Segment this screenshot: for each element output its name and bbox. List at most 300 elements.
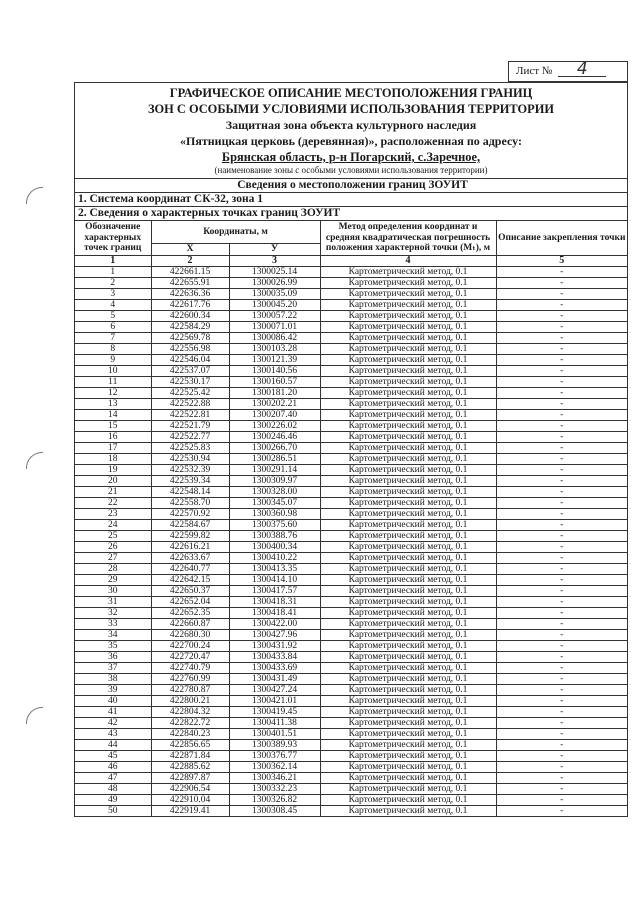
table-row — [75, 443, 627, 454]
x-coordinate-cell: 422569.78 — [151, 333, 229, 344]
y-coordinate-cell: 1300421.01 — [229, 696, 320, 707]
description-cell: - — [496, 432, 627, 443]
table-row — [75, 685, 627, 696]
method-cell: Картометрический метод, 0.1 — [320, 663, 496, 674]
y-coordinate-cell: 1300410.22 — [229, 553, 320, 564]
point-number-cell: 1 — [75, 267, 151, 278]
column-number: 5 — [496, 256, 627, 267]
x-coordinate-cell: 422650.37 — [151, 586, 229, 597]
method-cell: Картометрический метод, 0.1 — [320, 718, 496, 729]
description-cell: - — [496, 520, 627, 531]
header-coords: Координаты, м — [151, 221, 320, 244]
method-cell: Картометрический метод, 0.1 — [320, 421, 496, 432]
table-row — [75, 498, 627, 509]
table-row — [75, 465, 627, 476]
method-cell: Картометрический метод, 0.1 — [320, 300, 496, 311]
description-cell: - — [496, 674, 627, 685]
method-cell: Картометрический метод, 0.1 — [320, 542, 496, 553]
method-cell: Картометрический метод, 0.1 — [320, 487, 496, 498]
table-row — [75, 289, 627, 300]
x-coordinate-cell: 422522.81 — [151, 410, 229, 421]
method-cell: Картометрический метод, 0.1 — [320, 740, 496, 751]
point-number-cell: 21 — [75, 487, 151, 498]
table-row — [75, 575, 627, 586]
y-coordinate-cell: 1300346.21 — [229, 773, 320, 784]
description-cell: - — [496, 652, 627, 663]
scan-punch-mark — [26, 707, 43, 724]
y-coordinate-cell: 1300360.98 — [229, 509, 320, 520]
point-number-cell: 29 — [75, 575, 151, 586]
table-row — [75, 487, 627, 498]
x-coordinate-cell: 422525.83 — [151, 443, 229, 454]
method-cell: Картометрический метод, 0.1 — [320, 454, 496, 465]
point-number-cell: 35 — [75, 641, 151, 652]
y-coordinate-cell: 1300328.00 — [229, 487, 320, 498]
point-number-cell: 4 — [75, 300, 151, 311]
x-coordinate-cell: 422680.30 — [151, 630, 229, 641]
document-header — [75, 83, 627, 178]
method-cell: Картометрический метод, 0.1 — [320, 267, 496, 278]
x-coordinate-cell: 422636.36 — [151, 289, 229, 300]
x-coordinate-cell: 422570.92 — [151, 509, 229, 520]
scan-punch-mark — [26, 452, 43, 469]
method-cell: Картометрический метод, 0.1 — [320, 751, 496, 762]
point-number-cell: 33 — [75, 619, 151, 630]
point-number-cell: 38 — [75, 674, 151, 685]
y-coordinate-cell: 1300418.41 — [229, 608, 320, 619]
table-row — [75, 597, 627, 608]
table-row — [75, 729, 627, 740]
y-coordinate-cell: 1300202.21 — [229, 399, 320, 410]
y-coordinate-cell: 1300375.60 — [229, 520, 320, 531]
y-coordinate-cell: 1300266.70 — [229, 443, 320, 454]
table-row — [75, 707, 627, 718]
y-coordinate-cell: 1300431.92 — [229, 641, 320, 652]
point-number-cell: 11 — [75, 377, 151, 388]
column-number: 1 — [75, 256, 151, 267]
x-coordinate-cell: 422740.79 — [151, 663, 229, 674]
point-number-cell: 43 — [75, 729, 151, 740]
header-description: Описание закрепления точки — [496, 221, 627, 256]
method-cell: Картометрический метод, 0.1 — [320, 278, 496, 289]
description-cell: - — [496, 564, 627, 575]
description-cell: - — [496, 729, 627, 740]
table-row — [75, 773, 627, 784]
point-number-cell: 14 — [75, 410, 151, 421]
x-coordinate-cell: 422655.91 — [151, 278, 229, 289]
method-cell: Картометрический метод, 0.1 — [320, 707, 496, 718]
x-coordinate-cell: 422584.29 — [151, 322, 229, 333]
description-cell: - — [496, 322, 627, 333]
points-section-title: 2. Сведения о характерных точках границ ЗОУИТ — [75, 206, 627, 220]
method-cell: Картометрический метод, 0.1 — [320, 729, 496, 740]
method-cell: Картометрический метод, 0.1 — [320, 333, 496, 344]
x-coordinate-cell: 422871.84 — [151, 751, 229, 762]
method-cell: Картометрический метод, 0.1 — [320, 630, 496, 641]
header-method: Метод определения координат и средняя квадратическая погрешность положения характерной точки (Мₜ), м — [320, 221, 496, 256]
y-coordinate-cell: 1300291.14 — [229, 465, 320, 476]
point-number-cell: 44 — [75, 740, 151, 751]
y-coordinate-cell: 1300025.14 — [229, 267, 320, 278]
x-coordinate-cell: 422910.04 — [151, 795, 229, 806]
y-coordinate-cell: 1300308.45 — [229, 806, 320, 817]
x-coordinate-cell: 422525.42 — [151, 388, 229, 399]
description-cell: - — [496, 696, 627, 707]
y-coordinate-cell: 1300246.46 — [229, 432, 320, 443]
x-coordinate-cell: 422546.04 — [151, 355, 229, 366]
sheet-label: Лист № — [516, 65, 553, 77]
method-cell: Картометрический метод, 0.1 — [320, 509, 496, 520]
table-row — [75, 322, 627, 333]
method-cell: Картометрический метод, 0.1 — [320, 586, 496, 597]
y-coordinate-cell: 1300071.01 — [229, 322, 320, 333]
description-cell: - — [496, 784, 627, 795]
description-cell: - — [496, 762, 627, 773]
table-row — [75, 476, 627, 487]
x-coordinate-cell: 422800.21 — [151, 696, 229, 707]
description-cell: - — [496, 608, 627, 619]
description-cell: - — [496, 718, 627, 729]
x-coordinate-cell: 422660.87 — [151, 619, 229, 630]
point-number-cell: 24 — [75, 520, 151, 531]
point-number-cell: 5 — [75, 311, 151, 322]
point-number-cell: 10 — [75, 366, 151, 377]
point-number-cell: 12 — [75, 388, 151, 399]
y-coordinate-cell: 1300103.28 — [229, 344, 320, 355]
header-y: У — [229, 244, 320, 256]
method-cell: Картометрический метод, 0.1 — [320, 641, 496, 652]
description-cell: - — [496, 553, 627, 564]
method-cell: Картометрический метод, 0.1 — [320, 388, 496, 399]
point-number-cell: 22 — [75, 498, 151, 509]
x-coordinate-cell: 422556.98 — [151, 344, 229, 355]
method-cell: Картометрический метод, 0.1 — [320, 619, 496, 630]
table-row — [75, 674, 627, 685]
point-number-cell: 2 — [75, 278, 151, 289]
y-coordinate-cell: 1300286.51 — [229, 454, 320, 465]
method-cell: Картометрический метод, 0.1 — [320, 795, 496, 806]
sheet-number: 4 — [558, 63, 606, 77]
x-coordinate-cell: 422919.41 — [151, 806, 229, 817]
point-number-cell: 17 — [75, 443, 151, 454]
method-cell: Картометрический метод, 0.1 — [320, 432, 496, 443]
table-row — [75, 553, 627, 564]
method-cell: Картометрический метод, 0.1 — [320, 784, 496, 795]
description-cell: - — [496, 619, 627, 630]
table-row — [75, 300, 627, 311]
description-cell: - — [496, 344, 627, 355]
table-row — [75, 663, 627, 674]
x-coordinate-cell: 422530.17 — [151, 377, 229, 388]
table-row — [75, 586, 627, 597]
point-number-cell: 8 — [75, 344, 151, 355]
y-coordinate-cell: 1300427.96 — [229, 630, 320, 641]
point-number-cell: 23 — [75, 509, 151, 520]
point-number-cell: 18 — [75, 454, 151, 465]
header-point: Обозначение характерных точек границ — [75, 221, 151, 256]
description-cell: - — [496, 278, 627, 289]
point-number-cell: 6 — [75, 322, 151, 333]
table-row — [75, 267, 627, 278]
point-number-cell: 9 — [75, 355, 151, 366]
point-number-cell: 39 — [75, 685, 151, 696]
table-row — [75, 531, 627, 542]
point-number-cell: 7 — [75, 333, 151, 344]
description-cell: - — [496, 443, 627, 454]
method-cell: Картометрический метод, 0.1 — [320, 465, 496, 476]
y-coordinate-cell: 1300207.40 — [229, 410, 320, 421]
description-cell: - — [496, 773, 627, 784]
description-cell: - — [496, 333, 627, 344]
method-cell: Картометрический метод, 0.1 — [320, 399, 496, 410]
x-coordinate-cell: 422840.23 — [151, 729, 229, 740]
point-number-cell: 42 — [75, 718, 151, 729]
description-cell: - — [496, 487, 627, 498]
table-row — [75, 795, 627, 806]
x-coordinate-cell: 422906.54 — [151, 784, 229, 795]
description-cell: - — [496, 410, 627, 421]
point-number-cell: 46 — [75, 762, 151, 773]
description-cell: - — [496, 597, 627, 608]
x-coordinate-cell: 422885.62 — [151, 762, 229, 773]
y-coordinate-cell: 1300121.39 — [229, 355, 320, 366]
section-title: Сведения о местоположении границ ЗОУИТ — [75, 178, 627, 192]
y-coordinate-cell: 1300401.51 — [229, 729, 320, 740]
description-cell: - — [496, 685, 627, 696]
method-cell: Картометрический метод, 0.1 — [320, 564, 496, 575]
table-body — [75, 256, 627, 817]
point-number-cell: 20 — [75, 476, 151, 487]
x-coordinate-cell: 422822.72 — [151, 718, 229, 729]
x-coordinate-cell: 422617.76 — [151, 300, 229, 311]
x-coordinate-cell: 422532.39 — [151, 465, 229, 476]
table-row — [75, 542, 627, 553]
x-coordinate-cell: 422661.15 — [151, 267, 229, 278]
x-coordinate-cell: 422652.35 — [151, 608, 229, 619]
zone-line-1: Защитная зона объекта культурного наследия — [225, 118, 477, 132]
method-cell: Картометрический метод, 0.1 — [320, 597, 496, 608]
point-number-cell: 49 — [75, 795, 151, 806]
x-coordinate-cell: 422760.99 — [151, 674, 229, 685]
method-cell: Картометрический метод, 0.1 — [320, 476, 496, 487]
description-cell: - — [496, 751, 627, 762]
table-row — [75, 454, 627, 465]
boundary-points-table — [75, 220, 627, 816]
description-cell: - — [496, 509, 627, 520]
description-cell: - — [496, 531, 627, 542]
sheet-number-box — [508, 61, 628, 82]
table-row — [75, 762, 627, 773]
x-coordinate-cell: 422720.47 — [151, 652, 229, 663]
y-coordinate-cell: 1300035.09 — [229, 289, 320, 300]
description-cell: - — [496, 355, 627, 366]
column-number: 3 — [229, 256, 320, 267]
point-number-cell: 32 — [75, 608, 151, 619]
table-row — [75, 311, 627, 322]
description-cell: - — [496, 740, 627, 751]
x-coordinate-cell: 422780.87 — [151, 685, 229, 696]
x-coordinate-cell: 422521.79 — [151, 421, 229, 432]
y-coordinate-cell: 1300376.77 — [229, 751, 320, 762]
table-row — [75, 751, 627, 762]
table-row — [75, 366, 627, 377]
y-coordinate-cell: 1300427.24 — [229, 685, 320, 696]
y-coordinate-cell: 1300160.57 — [229, 377, 320, 388]
y-coordinate-cell: 1300422.00 — [229, 619, 320, 630]
description-cell: - — [496, 300, 627, 311]
zone-address: Брянская область, р-н Погарский, с.Заречное, — [221, 150, 481, 164]
y-coordinate-cell: 1300411.38 — [229, 718, 320, 729]
x-coordinate-cell: 422539.34 — [151, 476, 229, 487]
point-number-cell: 40 — [75, 696, 151, 707]
table-row — [75, 718, 627, 729]
method-cell: Картометрический метод, 0.1 — [320, 410, 496, 421]
method-cell: Картометрический метод, 0.1 — [320, 531, 496, 542]
table-row — [75, 509, 627, 520]
method-cell: Картометрический метод, 0.1 — [320, 685, 496, 696]
table-header-row — [75, 221, 627, 244]
description-cell: - — [496, 399, 627, 410]
method-cell: Картометрический метод, 0.1 — [320, 311, 496, 322]
description-cell: - — [496, 454, 627, 465]
x-coordinate-cell: 422548.14 — [151, 487, 229, 498]
table-row — [75, 344, 627, 355]
method-cell: Картометрический метод, 0.1 — [320, 498, 496, 509]
y-coordinate-cell: 1300417.57 — [229, 586, 320, 597]
point-number-cell: 45 — [75, 751, 151, 762]
x-coordinate-cell: 422897.87 — [151, 773, 229, 784]
column-number-row — [75, 256, 627, 267]
x-coordinate-cell: 422599.82 — [151, 531, 229, 542]
title-line-2: ЗОН С ОСОБЫМИ УСЛОВИЯМИ ИСПОЛЬЗОВАНИЯ ТЕРРИТОРИИ — [147, 102, 555, 116]
y-coordinate-cell: 1300433.69 — [229, 663, 320, 674]
y-coordinate-cell: 1300433.84 — [229, 652, 320, 663]
table-row — [75, 652, 627, 663]
zone-name-note: (наименование зоны с особыми условиями использования территории) — [214, 165, 488, 175]
point-number-cell: 47 — [75, 773, 151, 784]
x-coordinate-cell: 422856.65 — [151, 740, 229, 751]
table-row — [75, 619, 627, 630]
description-cell: - — [496, 465, 627, 476]
method-cell: Картометрический метод, 0.1 — [320, 652, 496, 663]
y-coordinate-cell: 1300045.20 — [229, 300, 320, 311]
table-row — [75, 432, 627, 443]
table-row — [75, 377, 627, 388]
y-coordinate-cell: 1300414.10 — [229, 575, 320, 586]
coordinate-system: 1. Система координат СК-32, зона 1 — [75, 192, 627, 206]
description-cell: - — [496, 663, 627, 674]
title-line-1: ГРАФИЧЕСКОЕ ОПИСАНИЕ МЕСТОПОЛОЖЕНИЯ ГРАНИЦ — [169, 86, 533, 100]
description-cell: - — [496, 795, 627, 806]
table-row — [75, 564, 627, 575]
point-number-cell: 48 — [75, 784, 151, 795]
method-cell: Картометрический метод, 0.1 — [320, 520, 496, 531]
point-number-cell: 26 — [75, 542, 151, 553]
description-cell: - — [496, 586, 627, 597]
table-row — [75, 355, 627, 366]
point-number-cell: 16 — [75, 432, 151, 443]
y-coordinate-cell: 1300026.99 — [229, 278, 320, 289]
description-cell: - — [496, 388, 627, 399]
method-cell: Картометрический метод, 0.1 — [320, 696, 496, 707]
y-coordinate-cell: 1300181.20 — [229, 388, 320, 399]
point-number-cell: 15 — [75, 421, 151, 432]
table-row — [75, 641, 627, 652]
y-coordinate-cell: 1300362.14 — [229, 762, 320, 773]
y-coordinate-cell: 1300057.22 — [229, 311, 320, 322]
scan-punch-mark — [26, 187, 43, 204]
point-number-cell: 31 — [75, 597, 151, 608]
description-cell: - — [496, 806, 627, 817]
point-number-cell: 34 — [75, 630, 151, 641]
x-coordinate-cell: 422522.77 — [151, 432, 229, 443]
x-coordinate-cell: 422642.15 — [151, 575, 229, 586]
point-number-cell: 19 — [75, 465, 151, 476]
point-number-cell: 25 — [75, 531, 151, 542]
point-number-cell: 27 — [75, 553, 151, 564]
point-number-cell: 3 — [75, 289, 151, 300]
table-row — [75, 740, 627, 751]
description-cell: - — [496, 421, 627, 432]
y-coordinate-cell: 1300418.31 — [229, 597, 320, 608]
method-cell: Картометрический метод, 0.1 — [320, 322, 496, 333]
y-coordinate-cell: 1300400.34 — [229, 542, 320, 553]
x-coordinate-cell: 422616.21 — [151, 542, 229, 553]
point-number-cell: 28 — [75, 564, 151, 575]
point-number-cell: 13 — [75, 399, 151, 410]
method-cell: Картометрический метод, 0.1 — [320, 443, 496, 454]
x-coordinate-cell: 422530.94 — [151, 454, 229, 465]
description-cell: - — [496, 641, 627, 652]
point-number-cell: 30 — [75, 586, 151, 597]
description-cell: - — [496, 476, 627, 487]
point-number-cell: 41 — [75, 707, 151, 718]
zone-line-2: «Пятницкая церковь (деревянная)», расположенная по адресу: — [180, 134, 522, 148]
description-cell: - — [496, 542, 627, 553]
table-row — [75, 784, 627, 795]
method-cell: Картометрический метод, 0.1 — [320, 366, 496, 377]
description-cell: - — [496, 366, 627, 377]
point-number-cell: 50 — [75, 806, 151, 817]
method-cell: Картометрический метод, 0.1 — [320, 773, 496, 784]
table-row — [75, 388, 627, 399]
y-coordinate-cell: 1300140.56 — [229, 366, 320, 377]
y-coordinate-cell: 1300413.35 — [229, 564, 320, 575]
x-coordinate-cell: 422522.88 — [151, 399, 229, 410]
method-cell: Картометрический метод, 0.1 — [320, 377, 496, 388]
y-coordinate-cell: 1300419.45 — [229, 707, 320, 718]
description-cell: - — [496, 267, 627, 278]
header-x: X — [151, 244, 229, 256]
method-cell: Картометрический метод, 0.1 — [320, 355, 496, 366]
x-coordinate-cell: 422700.24 — [151, 641, 229, 652]
x-coordinate-cell: 422640.77 — [151, 564, 229, 575]
y-coordinate-cell: 1300345.07 — [229, 498, 320, 509]
description-cell: - — [496, 575, 627, 586]
column-number: 2 — [151, 256, 229, 267]
method-cell: Картометрический метод, 0.1 — [320, 608, 496, 619]
table-row — [75, 278, 627, 289]
table-row — [75, 421, 627, 432]
description-cell: - — [496, 311, 627, 322]
y-coordinate-cell: 1300332.23 — [229, 784, 320, 795]
method-cell: Картометрический метод, 0.1 — [320, 553, 496, 564]
method-cell: Картометрический метод, 0.1 — [320, 575, 496, 586]
x-coordinate-cell: 422804.32 — [151, 707, 229, 718]
description-cell: - — [496, 289, 627, 300]
x-coordinate-cell: 422584.67 — [151, 520, 229, 531]
x-coordinate-cell: 422600.34 — [151, 311, 229, 322]
